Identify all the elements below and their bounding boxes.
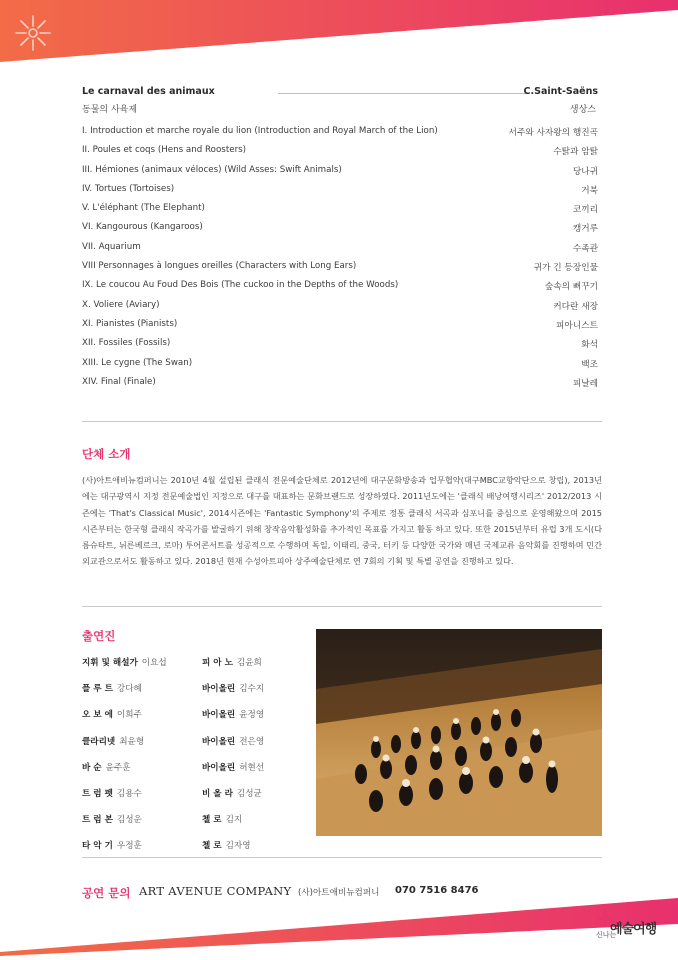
movement-item <box>82 184 598 203</box>
performer-role: 트 럼 펫 <box>82 788 113 799</box>
performers-title: 출연진 <box>82 629 116 643</box>
performer-role: 첼 로 <box>202 815 222 826</box>
movement-title-korean: 코끼리 <box>572 205 598 216</box>
movement-title-korean: 당나귀 <box>572 166 598 177</box>
movement-title-korean: 수탉과 암탉 <box>553 147 598 158</box>
performer-row <box>202 761 322 787</box>
performer-name: 김수지 <box>239 684 265 695</box>
performer-role: 바이올린 <box>202 684 236 695</box>
performer-row <box>82 813 202 839</box>
performer-name: 김자영 <box>225 841 251 852</box>
contact-phone: 070 7516 8476 <box>395 885 479 896</box>
movement-title-korean: 귀가 긴 등장인물 <box>533 263 598 274</box>
movement-title: VI. Kangourous (Kangaroos) <box>82 222 203 233</box>
movement-title-korean: 피날레 <box>572 378 598 389</box>
movement-title-korean: 숲속의 뻐꾸기 <box>544 282 598 293</box>
movement-item <box>82 377 598 396</box>
movement-title: XI. Pianistes (Pianists) <box>82 318 178 329</box>
performer-role: 바이올린 <box>202 762 236 773</box>
orchestra-photo <box>316 629 602 836</box>
program-title: Le carnaval des animaux <box>82 86 215 97</box>
performer-name: 강다혜 <box>116 684 142 695</box>
performer-name: 전은영 <box>239 736 265 747</box>
performer-role: 클라리넷 <box>82 736 116 747</box>
performer-row <box>82 708 202 734</box>
performer-row <box>82 839 202 865</box>
movement-item <box>82 300 598 319</box>
performer-name: 이요섭 <box>141 658 167 668</box>
performer-name: 허현선 <box>239 762 265 773</box>
performer-name: 우정훈 <box>116 841 142 852</box>
performer-row <box>82 656 202 682</box>
performer-row <box>82 682 202 708</box>
movement-item <box>82 261 598 280</box>
movement-item <box>82 203 598 222</box>
company-name-korean: (사)아트애비뉴컴퍼니 <box>298 888 380 898</box>
performer-role: 바이올린 <box>202 710 236 721</box>
header-rule <box>278 93 526 94</box>
movement-title-korean: 화석 <box>581 340 598 351</box>
movement-title: VIII Personnages à longues oreilles (Characters with Long Ears) <box>82 261 357 272</box>
about-body: (사)아트애비뉴컴퍼니는 2010년 4월 설립된 클래식 전문예술단체로 2012년에 대구문화방송과 업무협약(대구MBC교향악단으로 창립), 2013년에는 대구광역시 지정 전문예술법인 지정으로 대구를 대표하는 문화브랜드로 성장하였다. 2011년도에는 '클래식 배낭여행시리즈' 2012/2013 시즌에는 'That's Classical Music', 2014시즌에는 'Fantastic Symphony'의 주제로 정통 클래식 서곡과 심포니를 중심으로 운영해왔으며 2015시즌부터는 한국형 클래식 작곡가를 발굴하기 위해 창작음악활성화를 추가적인 목표를 가지고 활동 하고 있다. 또한 2015년부터 유럽 3개 도시(다름슈타트, 뉘른베르크, 로마) 투어콘서트를 성공적으로 수행하며 독일, 이태리, 중국, 터키 등 다양한 국가와 매년 국제교류 음악회를 진행하며 민간외교관으로서도 활동하고 있다. 2018년 현재 수성아트피아 상주예술단체로 연 7회의 기획 및 특별 공연을 진행하고 있다. <box>82 475 602 567</box>
performer-row <box>82 761 202 787</box>
movement-item <box>82 126 598 145</box>
movement-title: I. Introduction et marche royale du lion (Introduction and Royal March of the Lion) <box>82 126 438 136</box>
performer-name: 김윤희 <box>236 658 262 668</box>
performer-role: 트 럼 본 <box>82 815 113 826</box>
section-divider <box>82 421 602 422</box>
movement-title: XII. Fossiles (Fossils) <box>82 338 171 349</box>
performer-row <box>202 813 322 839</box>
movement-item <box>82 145 598 164</box>
flower-logo-icon <box>12 12 54 54</box>
performer-row <box>202 682 322 708</box>
top-gradient-band <box>0 0 678 70</box>
movement-title: IV. Tortues (Tortoises) <box>82 183 175 194</box>
movement-title: II. Poules et coqs (Hens and Roosters) <box>82 145 247 156</box>
movement-title: XIV. Final (Finale) <box>82 376 156 387</box>
composer-name: C.Saint-Saëns <box>523 86 598 97</box>
brand-main-text: 예술여행 <box>610 922 657 937</box>
section-divider <box>82 857 602 858</box>
performer-name: 김성균 <box>236 788 262 799</box>
program-header <box>82 86 598 102</box>
performer-name: 김성운 <box>116 815 142 826</box>
contact-label: 공연 문의 <box>82 886 131 900</box>
movement-title: III. Hémiones (animaux véloces) (Wild Asses: Swift Animals) <box>82 164 342 175</box>
composer-name-korean: 생상스 <box>569 105 596 115</box>
movement-item <box>82 280 598 299</box>
performer-role: 오 보 에 <box>82 710 113 721</box>
movement-title-korean: 커다란 새장 <box>553 301 598 312</box>
performer-role: 플 루 트 <box>82 684 113 695</box>
performer-name: 윤주훈 <box>105 762 131 773</box>
performer-role: 첼 로 <box>202 841 222 852</box>
movement-title-korean: 백조 <box>581 359 598 370</box>
performer-role: 바 순 <box>82 762 102 773</box>
performer-name: 윤정영 <box>239 710 265 721</box>
movement-list <box>82 126 598 396</box>
movement-title-korean: 서주와 사자왕의 행진곡 <box>508 128 598 138</box>
movement-title: V. L'éléphant (The Elephant) <box>82 203 205 214</box>
performer-row <box>202 656 322 682</box>
performer-role: 타 악 기 <box>82 841 113 852</box>
section-divider <box>82 606 602 607</box>
movement-item <box>82 319 598 338</box>
performer-role: 비 올 라 <box>202 788 233 799</box>
movement-title: XIII. Le cygne (The Swan) <box>82 357 193 368</box>
movement-title-korean: 거북 <box>581 185 598 196</box>
company-name: ART AVENUE COMPANY <box>139 884 292 898</box>
about-title: 단체 소개 <box>82 447 131 461</box>
performer-row <box>202 839 322 865</box>
movement-item <box>82 242 598 261</box>
performer-name: 최윤형 <box>119 736 145 747</box>
performer-row <box>82 735 202 761</box>
movement-title-korean: 수족관 <box>572 243 598 254</box>
performer-row <box>202 787 322 813</box>
brand-small-text: 신나는 <box>596 931 617 939</box>
performer-role: 바이올린 <box>202 736 236 747</box>
movement-item <box>82 338 598 357</box>
performer-name: 김용수 <box>116 788 142 799</box>
program-title-korean: 동물의 사육제 <box>82 105 138 115</box>
movement-item <box>82 222 598 241</box>
performer-name: 이희주 <box>116 710 142 721</box>
movement-title: IX. Le coucou Au Foud Des Bois (The cuckoo in the Depths of the Woods) <box>82 280 399 291</box>
performer-name: 김지 <box>225 815 243 826</box>
performer-role: 지휘 및 해설가 <box>82 658 138 668</box>
performer-row <box>202 735 322 761</box>
bottom-gradient-band <box>0 880 678 960</box>
movement-item <box>82 358 598 377</box>
performer-row <box>202 708 322 734</box>
performer-role: 피 아 노 <box>202 658 233 668</box>
movement-title-korean: 피아니스트 <box>556 320 598 331</box>
movement-title: VII. Aquarium <box>82 241 141 252</box>
performer-column-right <box>202 656 322 866</box>
movement-title: X. Voliere (Aviary) <box>82 299 160 310</box>
movement-item <box>82 165 598 184</box>
brand-logo <box>596 910 660 948</box>
performer-row <box>82 787 202 813</box>
movement-title-korean: 캥거루 <box>572 224 598 235</box>
performer-column-left <box>82 656 202 866</box>
